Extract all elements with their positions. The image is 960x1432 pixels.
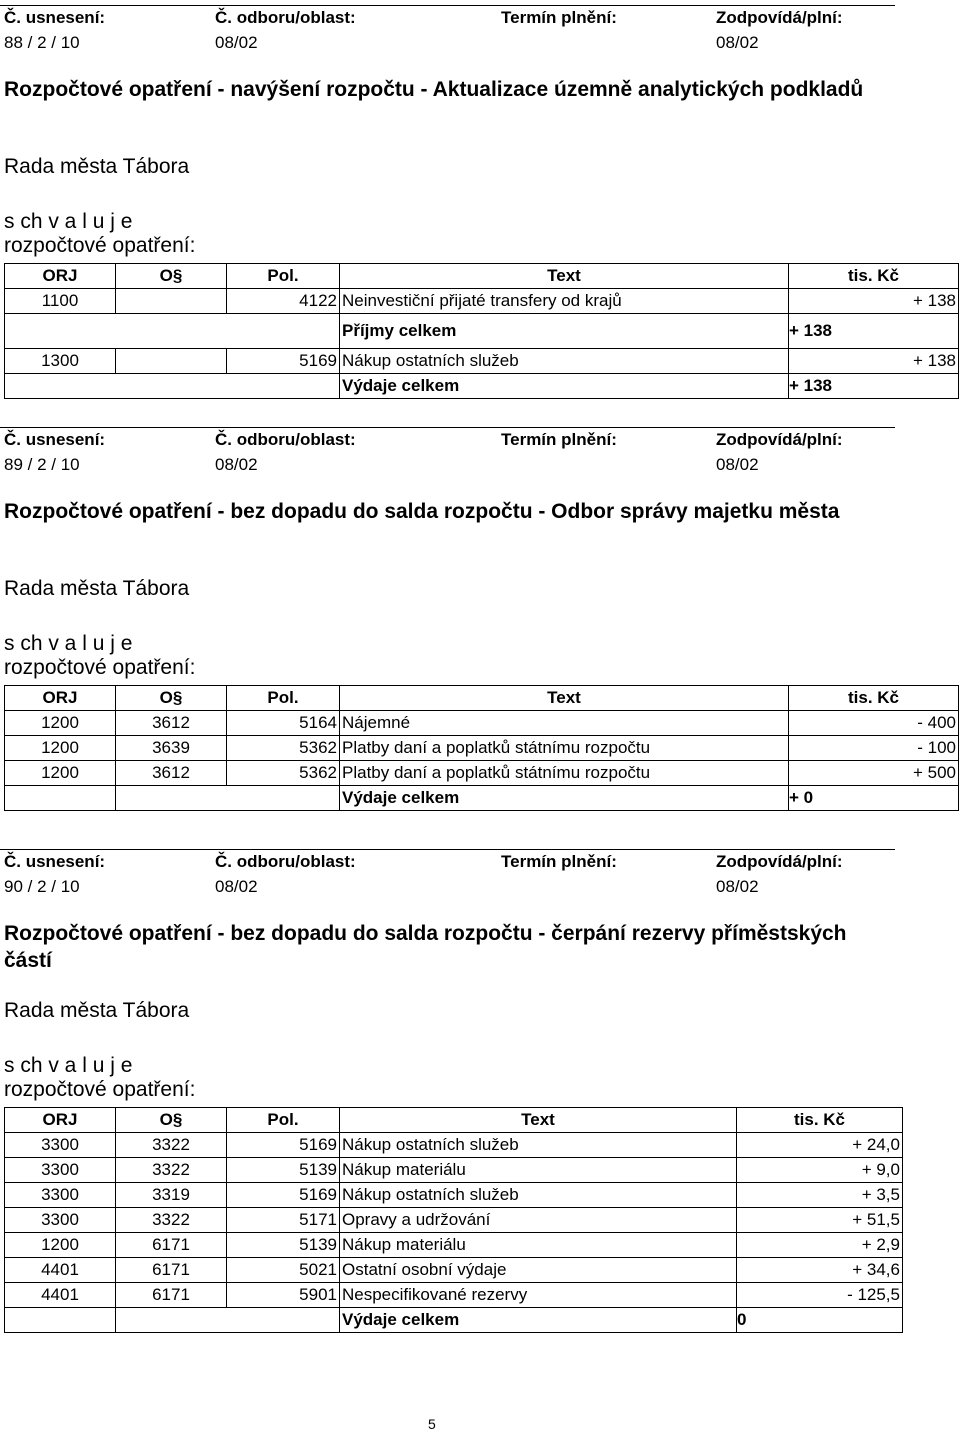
separator-line	[0, 5, 895, 6]
cell-orj: 1300	[5, 349, 116, 374]
table-row	[5, 711, 959, 736]
cell-value: + 500	[789, 761, 959, 786]
col-kc: tis. Kč	[737, 1108, 903, 1133]
cell-orj: 3300	[5, 1183, 116, 1208]
cell-o	[116, 349, 227, 374]
cell-text: Nákup ostatních služeb	[340, 1183, 737, 1208]
summary-label: Výdaje celkem	[340, 1308, 737, 1333]
cell-text: Nákup ostatních služeb	[340, 349, 789, 374]
cell-text: Nákup ostatních služeb	[340, 1133, 737, 1158]
label-usneseni: Č. usnesení:	[4, 430, 106, 449]
label-termin: Termín plnění:	[501, 852, 617, 871]
cell-pol: 5164	[227, 711, 340, 736]
label-zodpovida: Zodpovídá/plní:	[716, 430, 843, 449]
cell-pol: 5901	[227, 1283, 340, 1308]
cell-text: Ostatní osobní výdaje	[340, 1258, 737, 1283]
cell-pol: 5362	[227, 761, 340, 786]
label-zodpovida: Zodpovídá/plní:	[716, 8, 843, 27]
col-text: Text	[340, 264, 789, 289]
cell-text: Platby daní a poplatků státnímu rozpočtu	[340, 761, 789, 786]
cell-orj: 1200	[5, 761, 116, 786]
summary-value: + 0	[789, 786, 959, 811]
table-row	[5, 1208, 903, 1233]
cell-pol: 5139	[227, 1233, 340, 1258]
value-usneseni: 89 / 2 / 10	[4, 455, 80, 474]
label-odbor: Č. odboru/oblast:	[215, 852, 356, 871]
cell-value: + 3,5	[737, 1183, 903, 1208]
resolution-title: Rozpočtové opatření - bez dopadu do salda rozpočtu - čerpání rezervy příměstských částí	[4, 922, 847, 972]
cell-orj: 1100	[5, 289, 116, 314]
summary-row	[5, 314, 959, 349]
col-pol: Pol.	[227, 264, 340, 289]
col-o: O§	[116, 1108, 227, 1133]
approves-label: s ch v a l u j e	[4, 210, 133, 233]
cell-text: Neinvestiční přijaté transfery od krajů	[340, 289, 789, 314]
col-pol: Pol.	[227, 1108, 340, 1133]
cell-value: + 9,0	[737, 1158, 903, 1183]
col-o: O§	[116, 264, 227, 289]
col-o: O§	[116, 686, 227, 711]
label-usneseni: Č. usnesení:	[4, 8, 106, 27]
budget-table	[4, 685, 959, 811]
label-zodpovida: Zodpovídá/plní:	[716, 852, 843, 871]
label-odbor: Č. odboru/oblast:	[215, 8, 356, 27]
cell-o: 6171	[116, 1283, 227, 1308]
resolution-block-89	[0, 422, 960, 848]
council-name: Rada města Tábora	[4, 155, 190, 178]
summary-value: + 138	[789, 374, 959, 399]
budget-measure-label: rozpočtové opatření:	[4, 1078, 196, 1101]
cell-o: 3319	[116, 1183, 227, 1208]
cell-text: Opravy a udržování	[340, 1208, 737, 1233]
cell-orj: 4401	[5, 1283, 116, 1308]
table-header-row	[5, 1108, 903, 1133]
budget-measure-label: rozpočtové opatření:	[4, 656, 196, 679]
separator-line	[0, 427, 895, 428]
summary-label: Příjmy celkem	[340, 314, 789, 349]
col-orj: ORJ	[5, 686, 116, 711]
table-row	[5, 761, 959, 786]
cell-text: Platby daní a poplatků státnímu rozpočtu	[340, 736, 789, 761]
table-row	[5, 349, 959, 374]
cell-orj: 4401	[5, 1258, 116, 1283]
value-usneseni: 88 / 2 / 10	[4, 33, 80, 52]
cell-pol: 5362	[227, 736, 340, 761]
cell-value: - 125,5	[737, 1283, 903, 1308]
budget-measure-label: rozpočtové opatření:	[4, 234, 196, 257]
cell-value: + 2,9	[737, 1233, 903, 1258]
cell-o: 3612	[116, 761, 227, 786]
cell-value: + 138	[789, 289, 959, 314]
summary-value: 0	[737, 1308, 903, 1333]
col-orj: ORJ	[5, 1108, 116, 1133]
resolution-block-90	[0, 844, 960, 1364]
cell-value: - 100	[789, 736, 959, 761]
value-zodpovida: 08/02	[716, 877, 759, 896]
cell-pol: 5169	[227, 1183, 340, 1208]
label-termin: Termín plnění:	[501, 430, 617, 449]
summary-value: + 138	[789, 314, 959, 349]
summary-row	[5, 786, 959, 811]
col-text: Text	[340, 686, 789, 711]
cell-o: 3639	[116, 736, 227, 761]
value-odbor: 08/02	[215, 455, 258, 474]
col-kc: tis. Kč	[789, 686, 959, 711]
col-pol: Pol.	[227, 686, 340, 711]
approves-label: s ch v a l u j e	[4, 632, 133, 655]
cell-text: Nájemné	[340, 711, 789, 736]
approves-label: s ch v a l u j e	[4, 1054, 133, 1077]
cell-text: Nespecifikované rezervy	[340, 1283, 737, 1308]
cell-text: Nákup materiálu	[340, 1233, 737, 1258]
cell-pol: 4122	[227, 289, 340, 314]
cell-orj: 3300	[5, 1158, 116, 1183]
cell-value: - 400	[789, 711, 959, 736]
label-usneseni: Č. usnesení:	[4, 852, 106, 871]
cell-o: 3322	[116, 1133, 227, 1158]
cell-orj: 1200	[5, 1233, 116, 1258]
cell-orj: 1200	[5, 711, 116, 736]
summary-label: Výdaje celkem	[340, 374, 789, 399]
table-header-row	[5, 264, 959, 289]
table-row	[5, 1258, 903, 1283]
page-number: 5	[428, 1416, 436, 1432]
budget-table	[4, 263, 959, 399]
col-orj: ORJ	[5, 264, 116, 289]
value-zodpovida: 08/02	[716, 455, 759, 474]
cell-orj: 3300	[5, 1208, 116, 1233]
cell-pol: 5169	[227, 349, 340, 374]
cell-pol: 5021	[227, 1258, 340, 1283]
council-name: Rada města Tábora	[4, 577, 190, 600]
col-text: Text	[340, 1108, 737, 1133]
value-zodpovida: 08/02	[716, 33, 759, 52]
table-row	[5, 1133, 903, 1158]
cell-pol: 5139	[227, 1158, 340, 1183]
cell-o: 6171	[116, 1258, 227, 1283]
cell-pol: 5171	[227, 1208, 340, 1233]
cell-o: 6171	[116, 1233, 227, 1258]
cell-o	[116, 289, 227, 314]
table-row	[5, 1233, 903, 1258]
budget-table	[4, 1107, 903, 1333]
table-row	[5, 1283, 903, 1308]
table-header-row	[5, 686, 959, 711]
table-row	[5, 289, 959, 314]
cell-pol: 5169	[227, 1133, 340, 1158]
table-row	[5, 1158, 903, 1183]
summary-row	[5, 374, 959, 399]
col-kc: tis. Kč	[789, 264, 959, 289]
resolution-title: Rozpočtové opatření - bez dopadu do salda rozpočtu - Odbor správy majetku města	[4, 500, 840, 523]
cell-orj: 3300	[5, 1133, 116, 1158]
table-row	[5, 1183, 903, 1208]
table-row	[5, 736, 959, 761]
separator-line	[0, 849, 895, 850]
summary-row	[5, 1308, 903, 1333]
value-odbor: 08/02	[215, 33, 258, 52]
cell-value: + 51,5	[737, 1208, 903, 1233]
value-usneseni: 90 / 2 / 10	[4, 877, 80, 896]
summary-label: Výdaje celkem	[340, 786, 789, 811]
cell-orj: 1200	[5, 736, 116, 761]
cell-o: 3322	[116, 1208, 227, 1233]
cell-value: + 24,0	[737, 1133, 903, 1158]
cell-value: + 138	[789, 349, 959, 374]
cell-text: Nákup materiálu	[340, 1158, 737, 1183]
value-odbor: 08/02	[215, 877, 258, 896]
label-odbor: Č. odboru/oblast:	[215, 430, 356, 449]
resolution-title: Rozpočtové opatření - navýšení rozpočtu - Aktualizace územně analytických podkladů	[4, 78, 864, 101]
resolution-block-88	[0, 0, 960, 426]
cell-o: 3612	[116, 711, 227, 736]
council-name: Rada města Tábora	[4, 999, 190, 1022]
cell-value: + 34,6	[737, 1258, 903, 1283]
label-termin: Termín plnění:	[501, 8, 617, 27]
cell-o: 3322	[116, 1158, 227, 1183]
